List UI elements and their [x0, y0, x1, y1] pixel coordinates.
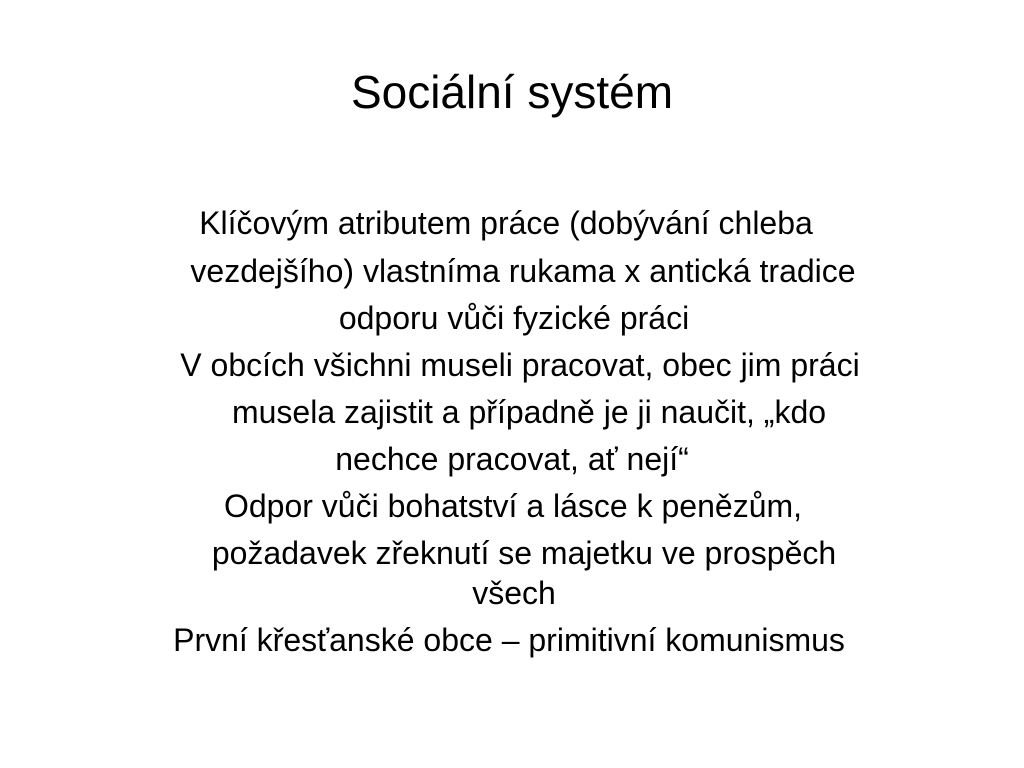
body-line: Klíčovým atributem práce (dobývání chleba — [199, 205, 813, 241]
body-line: odporu vůči fyzické práci — [338, 300, 690, 336]
body-line: První křesťanské obce – primitivní komunismus — [173, 622, 845, 658]
body-line: všech — [472, 575, 556, 611]
body-line: nechce pracovat, ať nejí“ — [335, 441, 689, 477]
slide-title: Sociální systém — [350, 66, 674, 118]
body-line: Odpor vůči bohatství a lásce k penězům, — [223, 488, 803, 524]
body-line: V obcích všichni museli pracovat, obec jim práci — [180, 347, 860, 383]
body-line: požadavek zřeknutí se majetku ve prospěch — [211, 535, 837, 571]
body-line: vezdejšího) vlastníma rukama x antická tradice — [190, 253, 856, 289]
body-line: musela zajistit a případně je ji naučit, „kdo — [231, 394, 827, 430]
